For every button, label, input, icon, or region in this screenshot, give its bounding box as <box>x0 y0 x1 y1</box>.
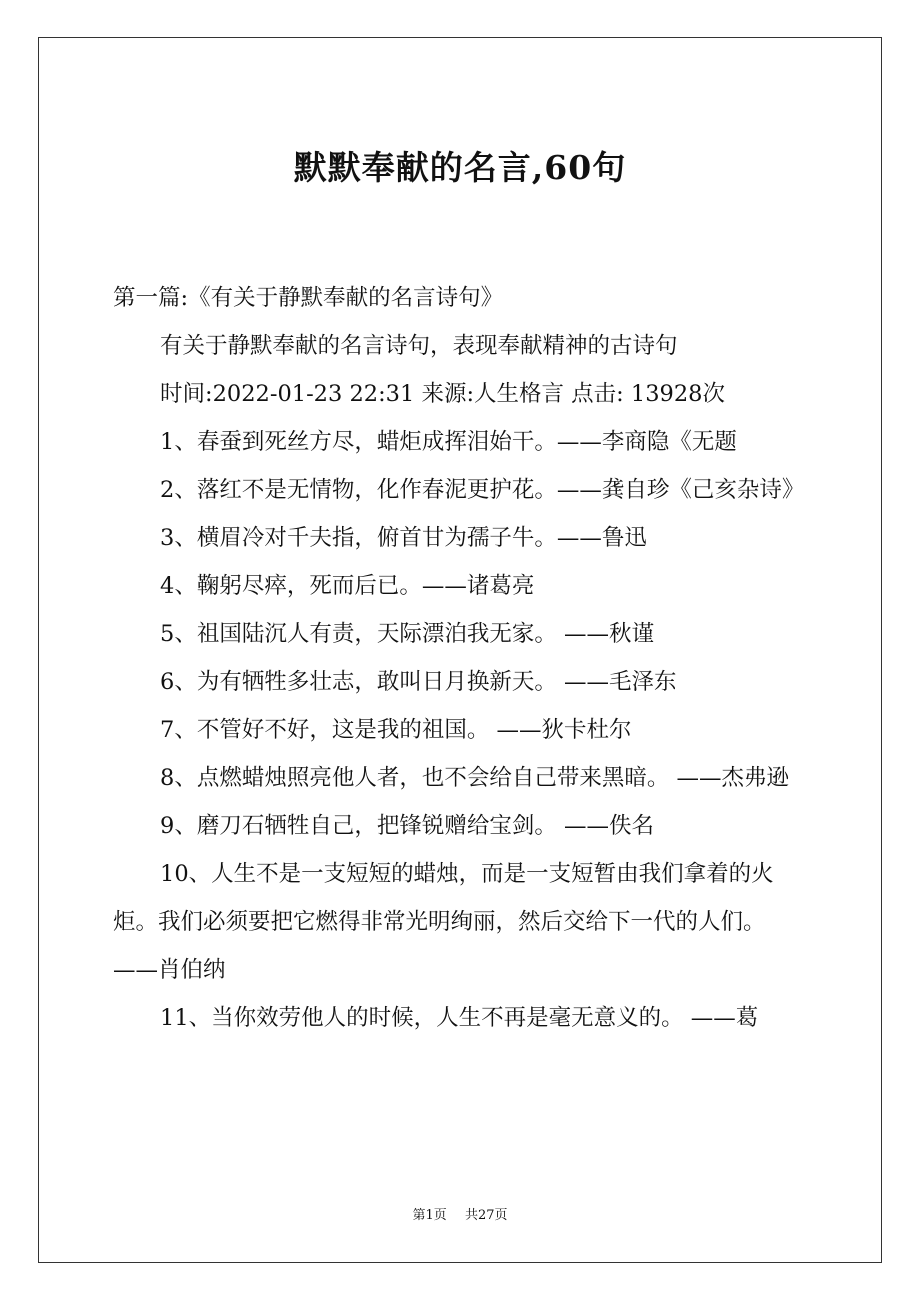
page-total: 共27页 <box>464 1208 508 1223</box>
document-body <box>113 274 813 1042</box>
paragraph-subtitle: 有关于静默奉献的名言诗句，表现奉献精神的古诗句 <box>160 333 678 359</box>
page-footer <box>0 1206 920 1226</box>
quote-item: 2、落红不是无情物，化作春泥更护花。——龚自珍《己亥杂诗》 <box>160 477 805 503</box>
paragraph-meta: 时间:2022-01-23 22:31 来源:人生格言 点击: 13928次 <box>160 381 725 407</box>
quote-item: 5、祖国陆沉人有责，天际漂泊我无家。 ——秋谨 <box>160 621 654 647</box>
quote-item: 7、不管好不好，这是我的祖国。 ——狄卡杜尔 <box>160 717 632 743</box>
quote-item: 4、鞠躬尽瘁，死而后已。——诸葛亮 <box>160 573 535 599</box>
quote-item: 11、当你效劳他人的时候，人生不再是毫无意义的。 ——葛 <box>160 1005 759 1031</box>
quote-item: 9、磨刀石牺牲自己，把锋锐赠给宝剑。 ——佚名 <box>160 813 654 839</box>
document-title: 默默奉献的名言,60句 <box>293 148 627 187</box>
page-number: 第1页 <box>412 1208 447 1223</box>
section-heading: 第一篇:《有关于静默奉献的名言诗句》 <box>113 285 504 311</box>
quote-item: 10、人生不是一支短短的蜡烛，而是一支短暂由我们拿着的火炬。我们必须要把它燃得非常光明绚丽，然后交给下一代的人们。 ——肖伯纳 <box>113 861 774 983</box>
quote-item: 8、点燃蜡烛照亮他人者，也不会给自己带来黑暗。 ——杰弗逊 <box>160 765 789 791</box>
quote-item: 3、横眉冷对千夫指，俯首甘为孺子牛。——鲁迅 <box>160 525 647 551</box>
quote-item: 1、春蚕到死丝方尽，蜡炬成挥泪始干。——李商隐《无题 <box>160 429 737 455</box>
quote-item: 6、为有牺牲多壮志，敢叫日月换新天。 ——毛泽东 <box>160 669 677 695</box>
